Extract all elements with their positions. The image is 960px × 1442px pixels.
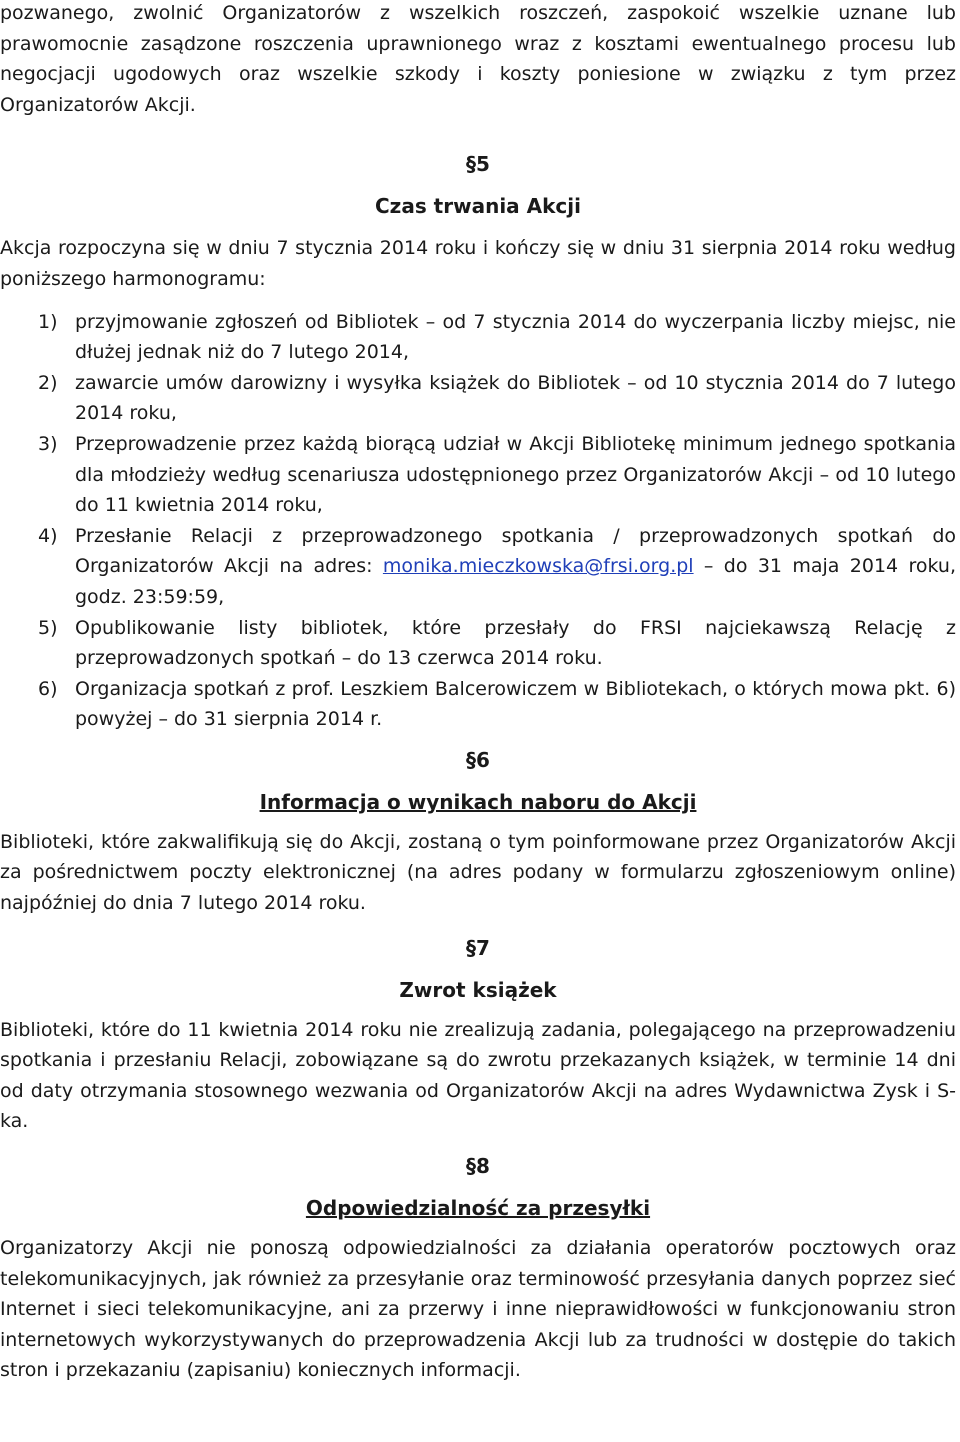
schedule-item-text-after: – do 31 maja 2014 roku, godz. 23:59:59, xyxy=(75,555,957,608)
section-6-title: Informacja o wynikach naboru do Akcji xyxy=(259,789,697,814)
schedule-item xyxy=(0,521,956,613)
intro-paragraph: pozwanego, zwolnić Organizatorów z wszelkich roszczeń, zaspokoić wszelkie uznane lub prawomocnie zasądzone roszczenia uprawnionego wraz z kosztami ewentualnego procesu lub negocjacji ugodowych oraz wszelkie szkody i koszty poniesione w związku z tym przez Organizatorów Akcji. xyxy=(0,2,956,116)
schedule-item-number: 2) xyxy=(38,371,58,394)
schedule-item xyxy=(0,674,956,735)
section-7-body: Biblioteki, które do 11 kwietnia 2014 roku nie zrealizują zadania, polegającego na przeprowadzeniu spotkania i przesłaniu Relacji, zobowiązane są do zwrotu przekazanych książek, w terminie 14 dni od daty otrzymania stosownego wezwania od Organizatorów Akcji na adres Wydawnictwa Zysk i S-ka. xyxy=(0,1018,956,1133)
schedule-item xyxy=(0,307,956,368)
schedule-item-text: Opublikowanie listy bibliotek, które przesłały do FRSI najciekawszą Relację z przeprowadzonych spotkań – do 13 czerwca 2014 roku. xyxy=(75,616,956,670)
section-5-lead: Akcja rozpoczyna się w dniu 7 stycznia 2014 roku i kończy się w dniu 31 sierpnia 2014 roku według poniższego harmonogramu: xyxy=(0,237,956,290)
section-5-number: §5 xyxy=(466,152,490,177)
schedule-item-number: 3) xyxy=(38,432,58,455)
schedule-item-number: 5) xyxy=(38,616,58,639)
schedule-item-number: 1) xyxy=(38,310,58,333)
section-7-title: Zwrot książek xyxy=(399,977,557,1002)
schedule-item xyxy=(0,429,956,521)
schedule-item-text: Przeprowadzenie przez każdą biorącą udział w Akcji Bibliotekę minimum jednego spotkania dla młodzieży według scenariusza udostępnionego przez Organizatorów Akcji – od 10 lutego do 11 kwietnia 2014 roku, xyxy=(75,432,956,517)
schedule-item xyxy=(0,613,956,674)
email-link[interactable]: monika.mieczkowska@frsi.org.pl xyxy=(382,555,694,578)
section-7-number: §7 xyxy=(466,935,490,960)
schedule-item xyxy=(0,368,956,429)
section-6-number: §6 xyxy=(466,747,490,772)
schedule-item-text: Organizacja spotkań z prof. Leszkiem Balcerowiczem w Bibliotekach, o których mowa pkt. 6) powyżej – do 31 sierpnia 2014 r. xyxy=(75,677,956,731)
schedule-list xyxy=(0,307,956,735)
section-8-number: §8 xyxy=(466,1154,490,1179)
section-8-title: Odpowiedzialność za przesyłki xyxy=(305,1196,651,1221)
section-8-body: Organizatorzy Akcji nie ponoszą odpowiedzialności za działania operatorów pocztowych oraz telekomunikacyjnych, jak również za przesyłanie oraz terminowość przesyłania danych poprzez sieć Internet i sieci telekomunikacyjne, ani za przerwy i inne nieprawidłowości w funkcjonowaniu stron internetowych wykorzystywanych do przeprowadzenia Akcji lub za trudności w dostępie do takich stron i przekazaniu (zapisaniu) koniecznych informacji. xyxy=(0,1237,956,1382)
schedule-item-text: przyjmowanie zgłoszeń od Bibliotek – od 7 stycznia 2014 do wyczerpania liczby miejsc, nie dłużej jednak niż do 7 lutego 2014, xyxy=(75,310,956,364)
schedule-item-number: 4) xyxy=(38,524,58,547)
schedule-item-text: zawarcie umów darowizny i wysyłka książek do Bibliotek – od 10 stycznia 2014 do 7 lutego 2014 roku, xyxy=(75,371,956,425)
schedule-item-text-before: Przesłanie Relacji z przeprowadzonego spotkania / przeprowadzonych spotkań do Organizatorów Akcji na adres: xyxy=(75,524,956,578)
section-6-body: Biblioteki, które zakwalifikują się do Akcji, zostaną o tym poinformowane przez Organizatorów Akcji za pośrednictwem poczty elektronicznej (na adres podany w formularzu zgłoszeniowym online) najpóźniej do dnia 7 lutego 2014 roku. xyxy=(0,830,956,915)
section-5-title: Czas trwania Akcji xyxy=(375,194,581,219)
schedule-item-number: 6) xyxy=(38,677,58,700)
